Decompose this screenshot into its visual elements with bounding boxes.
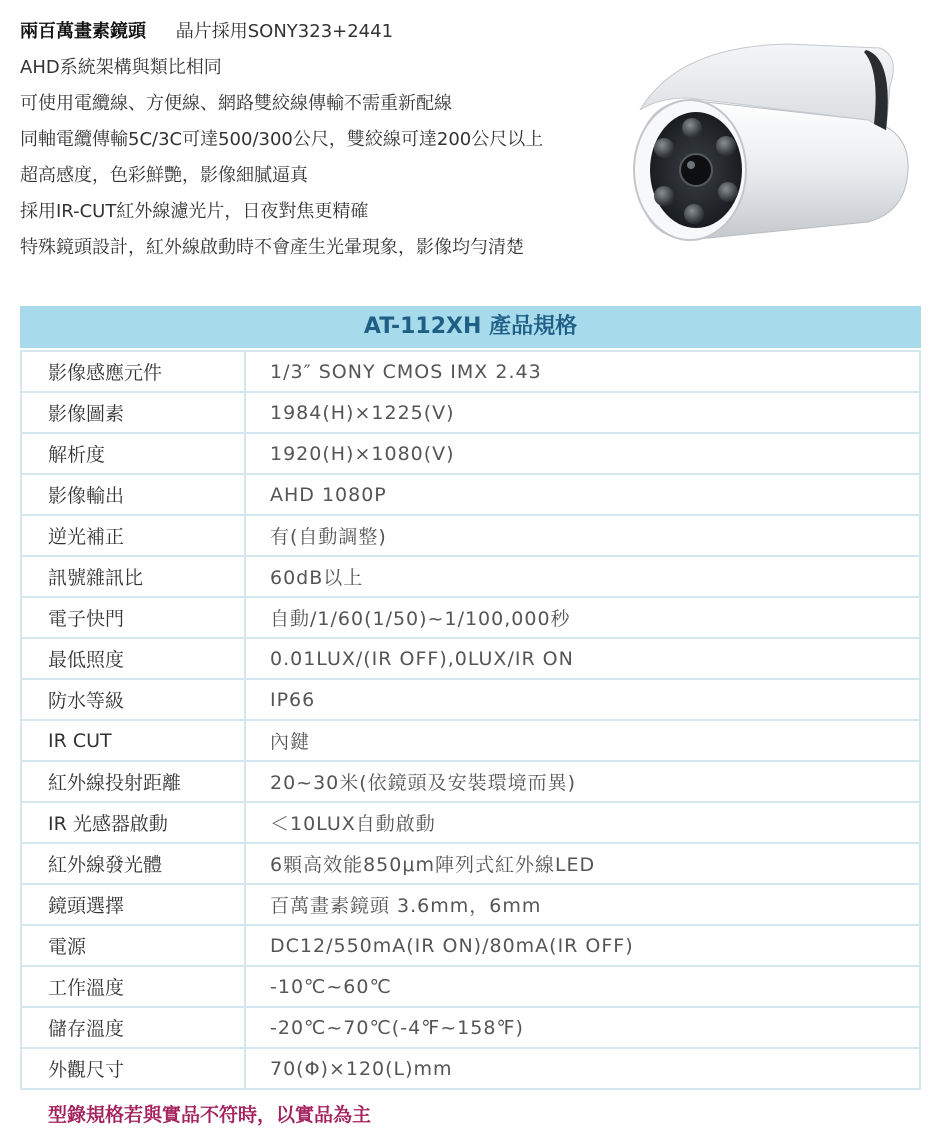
intro-section [20, 14, 620, 266]
spec-label: 儲存溫度 [22, 1008, 246, 1049]
spec-value: DC12/550mA(IR ON)/80mA(IR OFF) [246, 926, 921, 967]
spec-value: -10℃~60℃ [246, 967, 921, 1008]
spec-value: 70(Φ)×120(L)mm [246, 1049, 921, 1090]
table-row [22, 803, 921, 844]
table-row [22, 844, 921, 885]
table-row [22, 598, 921, 639]
spec-label: IR CUT [22, 721, 246, 762]
table-row [22, 516, 921, 557]
spec-value: 60dB以上 [246, 557, 921, 598]
spec-table [20, 350, 921, 1090]
intro-chip: 晶片採用SONY323+2441 [175, 21, 394, 42]
spec-label: 影像圖素 [22, 393, 246, 434]
intro-line: 採用IR-CUT紅外線濾光片，日夜對焦更精確 [20, 201, 369, 222]
spec-value: 6顆高效能850μm陣列式紅外線LED [246, 844, 921, 885]
spec-label: 訊號雜訊比 [22, 557, 246, 598]
spec-value: 1920(H)×1080(V) [246, 434, 921, 475]
table-row [22, 557, 921, 598]
table-row [22, 639, 921, 680]
intro-line: 特殊鏡頭設計，紅外線啟動時不會產生光暈現象，影像均勻清楚 [20, 237, 524, 258]
spec-label: 鏡頭選擇 [22, 885, 246, 926]
spec-label: 紅外線投射距離 [22, 762, 246, 803]
table-row [22, 475, 921, 516]
intro-line: 超高感度，色彩鮮艷，影像細膩逼真 [20, 165, 308, 186]
table-row [22, 1008, 921, 1049]
spec-value: -20℃~70℃(-4℉~158℉) [246, 1008, 921, 1049]
bullet-camera-icon [618, 40, 920, 260]
spec-label: 防水等級 [22, 680, 246, 721]
spec-label: 電子快門 [22, 598, 246, 639]
spec-label: 解析度 [22, 434, 246, 475]
spec-value: 百萬畫素鏡頭 3.6mm，6mm [246, 885, 921, 926]
spec-label: 工作溫度 [22, 967, 246, 1008]
spec-label: 影像輸出 [22, 475, 246, 516]
intro-line: 同軸電纜傳輸5C/3C可達500/300公尺，雙絞線可達200公尺以上 [20, 129, 544, 150]
table-row [22, 393, 921, 434]
spec-value: 有(自動調整) [246, 516, 921, 557]
intro-title: 兩百萬畫素鏡頭 [20, 21, 146, 42]
spec-value: IP66 [246, 680, 921, 721]
spec-table-header: AT-112XH 產品規格 [20, 306, 921, 348]
spec-value: 內鍵 [246, 721, 921, 762]
spec-value: 0.01LUX/(IR OFF),0LUX/IR ON [246, 639, 921, 680]
intro-title-line [20, 14, 620, 50]
table-row [22, 762, 921, 803]
spec-label: IR 光感器啟動 [22, 803, 246, 844]
spec-value: 1/3″ SONY CMOS IMX 2.43 [246, 352, 921, 393]
spec-label: 外觀尺寸 [22, 1049, 246, 1090]
table-row [22, 926, 921, 967]
table-row [22, 1049, 921, 1090]
intro-line: 可使用電纜線、方便線、網路雙絞線傳輸不需重新配線 [20, 93, 452, 114]
spec-label: 電源 [22, 926, 246, 967]
table-row [22, 434, 921, 475]
disclaimer-note: 型錄規格若與實品不符時，以實品為主 [48, 1104, 372, 1126]
table-row [22, 721, 921, 762]
spec-value: 20~30米(依鏡頭及安裝環境而異) [246, 762, 921, 803]
spec-label: 逆光補正 [22, 516, 246, 557]
table-row [22, 967, 921, 1008]
spec-label: 最低照度 [22, 639, 246, 680]
spec-value: 1984(H)×1225(V) [246, 393, 921, 434]
table-row [22, 352, 921, 393]
spec-value: ＜10LUX自動啟動 [246, 803, 921, 844]
spec-value: 自動/1/60(1/50)~1/100,000秒 [246, 598, 921, 639]
table-row [22, 885, 921, 926]
spec-label: 影像感應元件 [22, 352, 246, 393]
intro-line: AHD系統架構與類比相同 [20, 57, 222, 78]
spec-label: 紅外線發光體 [22, 844, 246, 885]
table-row [22, 680, 921, 721]
spec-value: AHD 1080P [246, 475, 921, 516]
